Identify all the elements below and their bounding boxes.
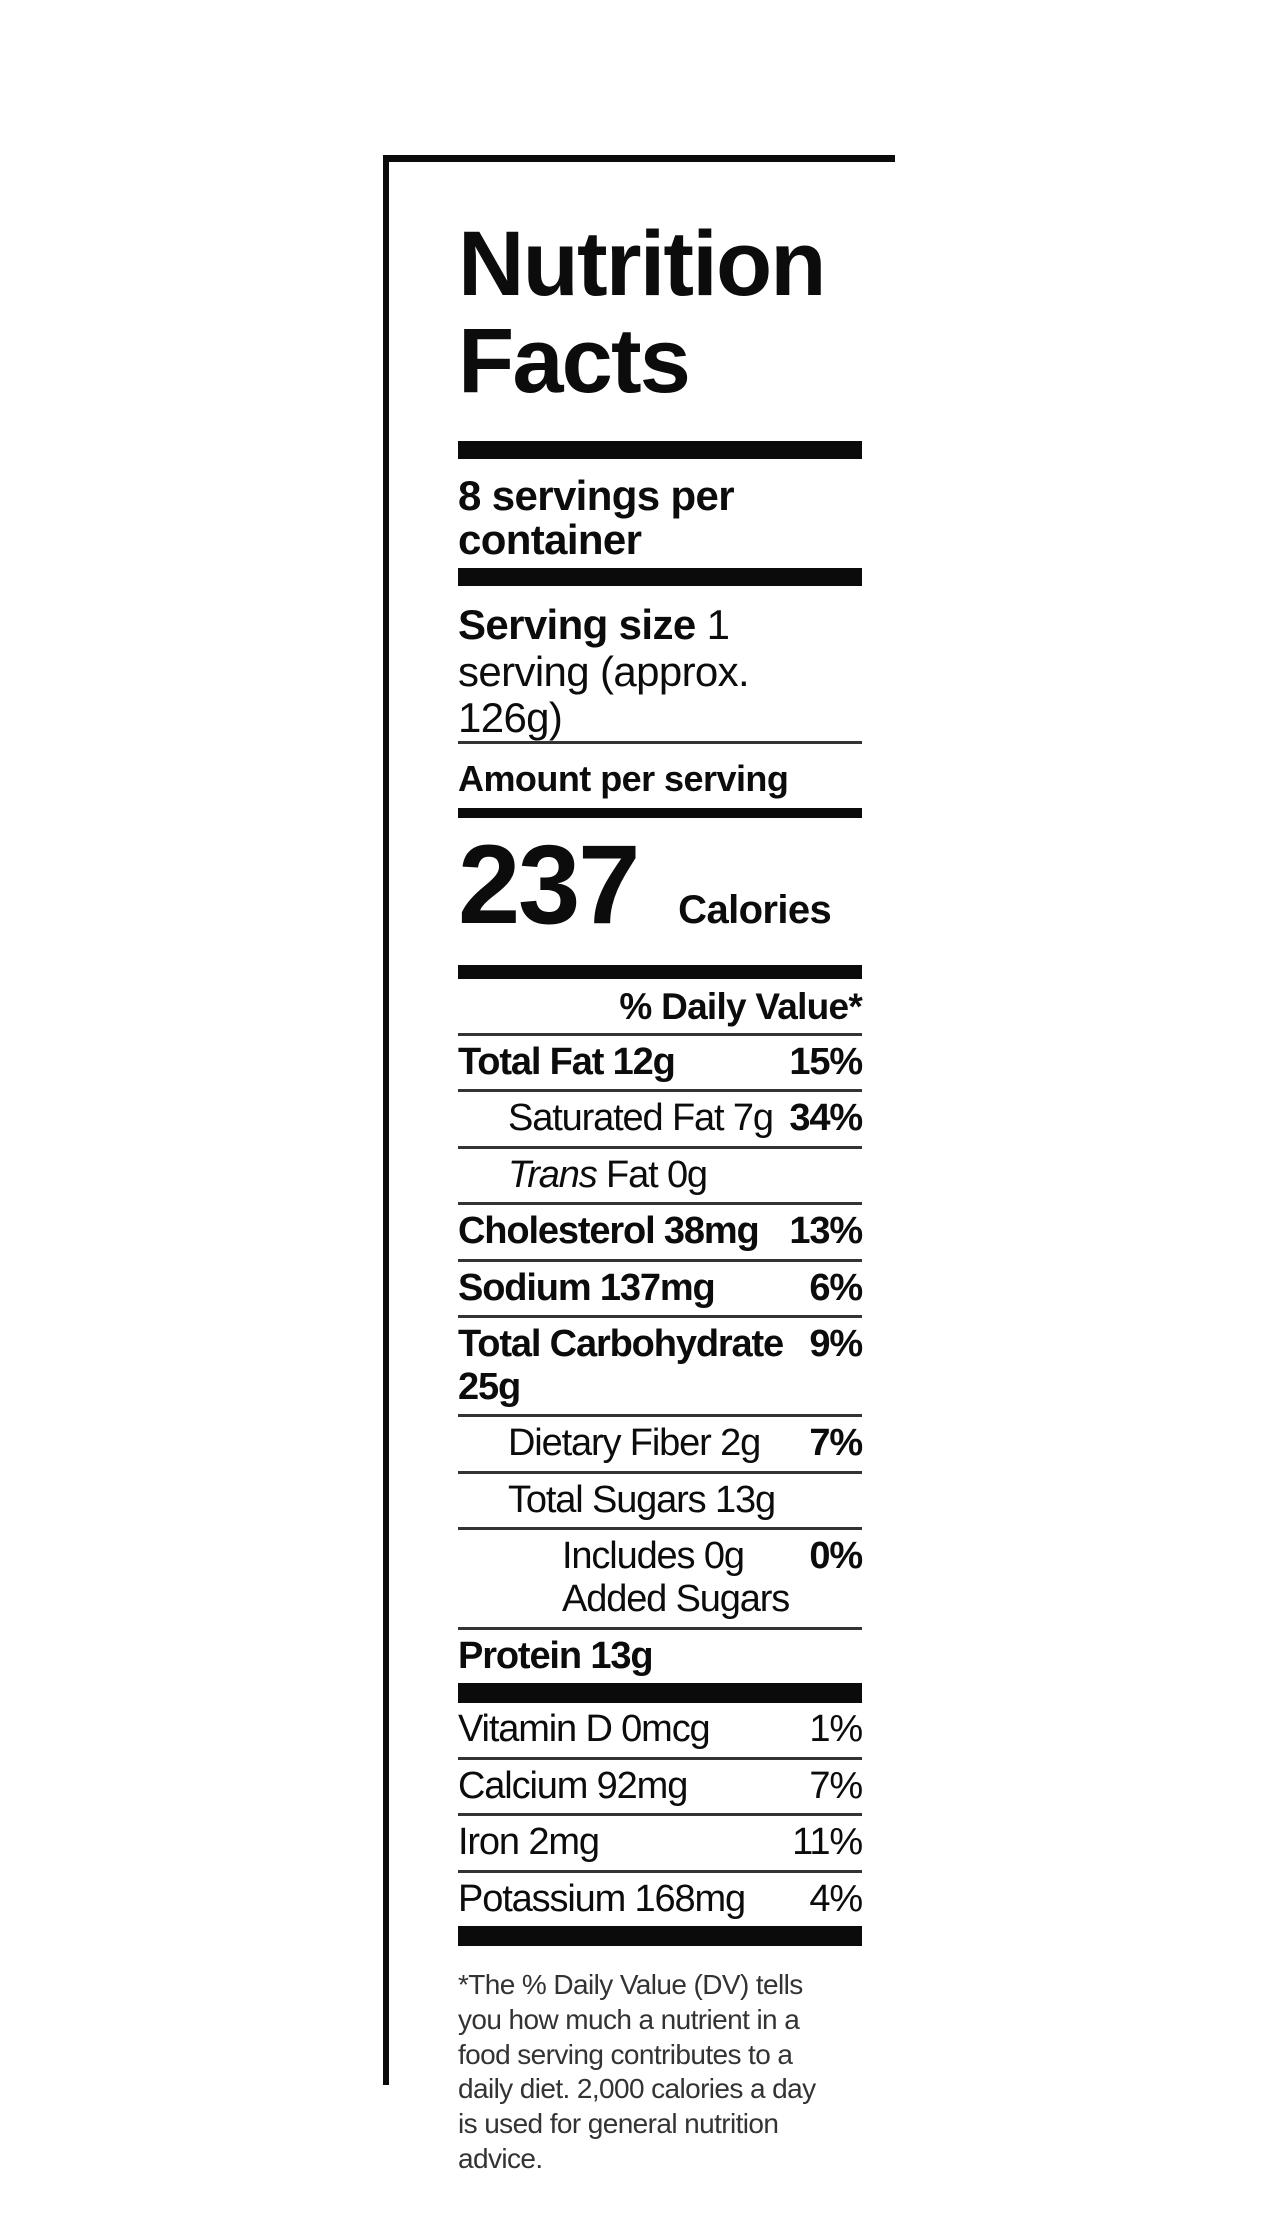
separator-bar-thick <box>458 568 862 586</box>
nutrient-daily-value: 0% <box>809 1535 862 1578</box>
serving-size-line <box>458 602 862 741</box>
nutrition-facts-label <box>383 155 895 2174</box>
nutrient-row <box>458 1092 862 1146</box>
nutrient-row <box>458 1703 862 1757</box>
nutrient-name: Potassium 168mg <box>458 1877 746 1920</box>
nutrient-daily-value: 4% <box>809 1877 862 1920</box>
nutrient-row <box>458 1630 862 1684</box>
nutrient-name: Total Carbohydrate 25g <box>458 1323 784 1408</box>
nutrient-daily-value: 11% <box>792 1821 862 1864</box>
calories-label: Calories <box>678 888 832 933</box>
nutrient-name: Iron 2mg <box>458 1821 599 1864</box>
nutrient-name: Protein 13g <box>458 1634 653 1677</box>
calories-row <box>458 822 862 948</box>
nutrient-name: Includes 0g Added Sugars <box>562 1535 790 1620</box>
separator-bar-thick <box>458 1926 862 1946</box>
daily-value-footnote: *The % Daily Value (DV) tells you how much a nutrient in a food serving contributes to a daily diet. 2,000 calories a day is used for general nutrition advice. <box>458 1969 816 2174</box>
nutrient-daily-value: 1% <box>809 1708 862 1751</box>
vitamin-rows <box>458 1703 862 1926</box>
label-content <box>458 213 862 2177</box>
nutrient-row <box>458 1036 862 1090</box>
servings-per-container: 8 servings per container <box>458 472 734 564</box>
nutrient-row <box>458 1530 862 1626</box>
separator-bar-thick <box>458 965 862 979</box>
nutrient-name: Calcium 92mg <box>458 1764 688 1807</box>
nutrient-row <box>458 1149 862 1203</box>
nutrient-name-italic-prefix: Trans <box>508 1153 597 1196</box>
nutrient-row <box>458 1873 862 1927</box>
nutrient-row <box>458 1205 862 1259</box>
amount-per-serving-heading: Amount per serving <box>458 757 789 799</box>
nutrient-name: Total Sugars 13g <box>508 1478 775 1521</box>
nutrient-row <box>458 1417 862 1471</box>
nutrient-name: Total Fat 12g <box>458 1040 675 1083</box>
separator-bar-thick <box>458 1683 862 1703</box>
nutrient-row <box>458 1262 862 1316</box>
nutrient-name: Sodium 137mg <box>458 1266 715 1309</box>
nutrient-name: Cholesterol 38mg <box>458 1210 759 1253</box>
daily-value-header: % Daily Value* <box>619 985 862 1027</box>
nutrient-name: Dietary Fiber 2g <box>508 1422 761 1465</box>
nutrient-daily-value: 7% <box>809 1422 862 1465</box>
nutrient-name: Vitamin D 0mcg <box>458 1708 710 1751</box>
nutrient-row <box>458 1816 862 1870</box>
nutrient-daily-value: 13% <box>789 1210 862 1253</box>
nutrient-daily-value: 9% <box>809 1323 862 1366</box>
separator-bar-medium <box>458 808 862 818</box>
nutrient-daily-value: 7% <box>809 1764 862 1807</box>
nutrient-row <box>458 1474 862 1528</box>
nutrient-daily-value: 34% <box>789 1097 862 1140</box>
serving-size-label: Serving size <box>458 601 696 649</box>
label-title: Nutrition Facts <box>458 213 825 412</box>
nutrient-rows <box>458 1036 862 1684</box>
serving-size-value: 1 serving (approx. 126g) <box>458 601 750 741</box>
nutrient-row <box>458 1760 862 1814</box>
nutrient-row <box>458 1318 862 1414</box>
separator-rule <box>458 741 862 744</box>
separator-bar-thick <box>458 441 862 459</box>
nutrient-daily-value: 15% <box>789 1040 862 1083</box>
calories-value: 237 <box>458 822 639 948</box>
nutrient-name: Trans Fat 0g <box>508 1153 707 1196</box>
nutrient-daily-value: 6% <box>809 1266 862 1309</box>
nutrient-name: Saturated Fat 7g <box>508 1097 773 1140</box>
